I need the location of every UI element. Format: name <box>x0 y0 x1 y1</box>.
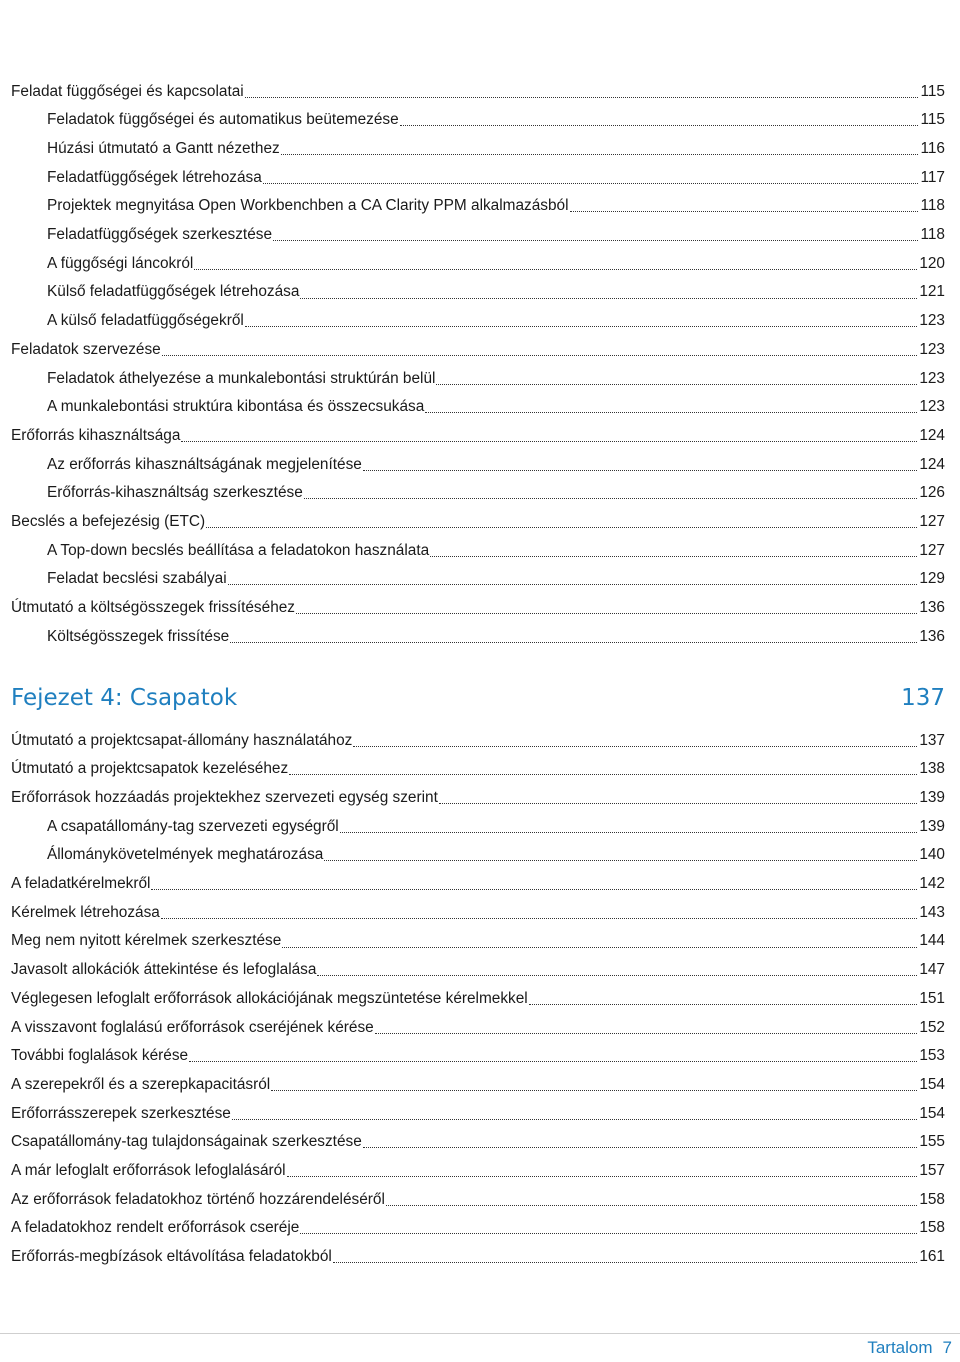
toc-dot-leader <box>162 354 918 356</box>
toc-dot-leader <box>289 773 917 775</box>
toc-entry-page-number: 154 <box>919 1075 945 1093</box>
toc-dot-leader <box>340 831 918 833</box>
toc-dot-leader <box>245 325 918 327</box>
toc-entry-page-number: 154 <box>919 1104 945 1122</box>
toc-dot-leader <box>317 974 917 976</box>
toc-entry-title: Külső feladatfüggőségek létrehozása <box>47 283 300 301</box>
toc-entry[interactable] <box>11 1042 945 1071</box>
toc-entry-title: Az erőforrások feladatokhoz történő hozzárendeléséről <box>11 1190 385 1208</box>
toc-entry[interactable] <box>11 898 945 927</box>
toc-entry[interactable] <box>11 335 945 364</box>
toc-entry-page-number: 118 <box>920 226 945 244</box>
toc-dot-leader <box>425 411 917 413</box>
footer-divider <box>0 1333 960 1334</box>
toc-entry-title: Feladat becslési szabályai <box>47 570 227 588</box>
toc-entry-title: A szerepekről és a szerepkapacitásról <box>11 1075 271 1093</box>
toc-dot-leader <box>439 802 917 804</box>
toc-entry-page-number: 117 <box>920 168 945 186</box>
toc-entry-page-number: 151 <box>919 989 945 1007</box>
toc-entry-title: Feladatfüggőségek létrehozása <box>47 168 262 186</box>
toc-dot-leader <box>436 383 917 385</box>
toc-entry-title: A külső feladatfüggőségekről <box>47 312 244 330</box>
toc-entry-title: Útmutató a projektcsapatok kezeléséhez <box>11 760 289 778</box>
toc-entry-title: Feladatok függőségei és automatikus beütemezése <box>47 111 399 129</box>
toc-entry-title: Erőforrásszerepek szerkesztése <box>11 1104 231 1122</box>
toc-entry-page-number: 127 <box>919 512 945 530</box>
toc-entry-page-number: 152 <box>919 1018 945 1036</box>
toc-entry[interactable] <box>11 364 945 393</box>
toc-entry[interactable] <box>11 755 945 784</box>
toc-dot-leader <box>281 153 919 155</box>
toc-entry-title: Csapatállomány-tag tulajdonságainak szerkesztése <box>11 1133 362 1151</box>
toc-entry[interactable] <box>11 812 945 841</box>
toc-entry-title: Erőforrások hozzáadás projektekhez szervezeti egység szerint <box>11 789 438 807</box>
toc-entry-page-number: 127 <box>919 541 945 559</box>
toc-entry[interactable] <box>11 421 945 450</box>
toc-section-chapter-4 <box>11 726 945 1271</box>
toc-entry-page-number: 123 <box>919 312 945 330</box>
toc-entry-title: Meg nem nyitott kérelmek szerkesztése <box>11 932 282 950</box>
toc-dot-leader <box>271 1089 917 1091</box>
toc-dot-leader <box>228 583 918 585</box>
toc-entry-title: A munkalebontási struktúra kibontása és összecsukása <box>47 398 425 416</box>
toc-entry-title: Erőforrás-megbízások eltávolítása feladatokból <box>11 1248 332 1266</box>
toc-dot-leader <box>324 859 917 861</box>
footer-section-label: Tartalom <box>867 1338 933 1357</box>
toc-entry-page-number: 155 <box>919 1133 945 1151</box>
toc-entry[interactable] <box>11 393 945 422</box>
toc-entry-title: Feladatok áthelyezése a munkalebontási struktúrán belül <box>47 369 436 387</box>
toc-dot-leader <box>151 888 917 890</box>
toc-dot-leader <box>363 1146 918 1148</box>
toc-entry[interactable] <box>11 106 945 135</box>
toc-entry-title: Az erőforrás kihasználtságának megjelenítése <box>47 455 362 473</box>
toc-entry-title: A már lefoglalt erőforrások lefoglalásáról <box>11 1161 286 1179</box>
toc-dot-leader <box>363 469 917 471</box>
toc-entry-page-number: 124 <box>919 455 945 473</box>
toc-entry[interactable] <box>11 726 945 755</box>
toc-entry-title: A függőségi láncokról <box>47 254 194 272</box>
toc-entry[interactable] <box>11 77 945 106</box>
toc-dot-leader <box>181 440 917 442</box>
toc-entry-page-number: 157 <box>919 1161 945 1179</box>
toc-entry-page-number: 158 <box>919 1219 945 1237</box>
toc-dot-leader <box>161 917 917 919</box>
toc-entry-title: Húzási útmutató a Gantt nézethez <box>47 140 280 158</box>
toc-entry-page-number: 115 <box>920 82 945 100</box>
toc-entry-page-number: 137 <box>919 731 945 749</box>
toc-entry-page-number: 138 <box>919 760 945 778</box>
toc-entry[interactable] <box>11 479 945 508</box>
toc-dot-leader <box>245 96 919 98</box>
toc-dot-leader <box>206 526 917 528</box>
toc-entry-page-number: 139 <box>919 789 945 807</box>
toc-entry-page-number: 126 <box>919 484 945 502</box>
toc-entry-title: Kérelmek létrehozása <box>11 903 160 921</box>
chapter-heading[interactable] <box>11 682 945 714</box>
toc-entry[interactable] <box>11 278 945 307</box>
toc-dot-leader <box>375 1032 918 1034</box>
toc-entry[interactable] <box>11 163 945 192</box>
toc-entry[interactable] <box>11 450 945 479</box>
toc-entry-title: Feladat függőségei és kapcsolatai <box>11 82 244 100</box>
toc-entry-page-number: 158 <box>919 1190 945 1208</box>
toc-entry-page-number: 118 <box>920 197 945 215</box>
toc-entry[interactable] <box>11 984 945 1013</box>
toc-entry-title: Állománykövetelmények meghatározása <box>47 846 324 864</box>
toc-entry[interactable] <box>11 869 945 898</box>
toc-entry-page-number: 124 <box>919 426 945 444</box>
toc-dot-leader <box>300 297 917 299</box>
toc-entry-page-number: 161 <box>919 1248 945 1266</box>
toc-entry[interactable] <box>11 536 945 565</box>
toc-dot-leader <box>529 1003 918 1005</box>
toc-entry[interactable] <box>11 134 945 163</box>
toc-dot-leader <box>333 1261 918 1263</box>
toc-entry-page-number: 123 <box>919 340 945 358</box>
toc-dot-leader <box>300 1232 917 1234</box>
toc-entry-page-number: 147 <box>919 961 945 979</box>
toc-entry-title: A feladatkérelmekről <box>11 875 151 893</box>
toc-entry-page-number: 142 <box>919 875 945 893</box>
toc-entry-title: Útmutató a költségösszegek frissítéséhez <box>11 599 296 617</box>
toc-entry[interactable] <box>11 1070 945 1099</box>
toc-entry[interactable] <box>11 1099 945 1128</box>
toc-entry[interactable] <box>11 956 945 985</box>
toc-entry-title: Véglegesen lefoglalt erőforrások allokációjának megszüntetése kérelmekkel <box>11 989 528 1007</box>
toc-entry-title: A feladatokhoz rendelt erőforrások cseréje <box>11 1219 300 1237</box>
toc-entry[interactable] <box>11 565 945 594</box>
toc-entry-page-number: 121 <box>919 283 945 301</box>
toc-dot-leader <box>353 745 917 747</box>
toc-entry-title: A visszavont foglalású erőforrások cseréjének kérése <box>11 1018 374 1036</box>
toc-entry[interactable] <box>11 1013 945 1042</box>
toc-dot-leader <box>287 1175 918 1177</box>
chapter-page-number: 137 <box>901 685 945 711</box>
chapter-title: Fejezet 4: Csapatok <box>11 685 238 711</box>
toc-entry-title: Projektek megnyitása Open Workbenchben a CA Clarity PPM alkalmazásból <box>47 197 569 215</box>
toc-entry[interactable] <box>11 220 945 249</box>
toc-entry[interactable] <box>11 783 945 812</box>
toc-entry[interactable] <box>11 192 945 221</box>
toc-entry[interactable] <box>11 1128 945 1157</box>
toc-entry-page-number: 136 <box>919 599 945 617</box>
toc-section-continued <box>11 77 945 651</box>
toc-entry-title: Feladatfüggőségek szerkesztése <box>47 226 273 244</box>
toc-entry-page-number: 123 <box>919 398 945 416</box>
toc-dot-leader <box>189 1060 917 1062</box>
toc-entry-title: További foglalások kérése <box>11 1047 189 1065</box>
toc-dot-leader <box>304 497 918 499</box>
toc-entry[interactable] <box>11 593 945 622</box>
toc-dot-leader <box>282 946 917 948</box>
toc-entry-page-number: 120 <box>919 254 945 272</box>
toc-entry-title: Javasolt allokációk áttekintése és lefoglalása <box>11 961 317 979</box>
toc-entry-title: Útmutató a projektcsapat-állomány használatához <box>11 731 353 749</box>
toc-dot-leader <box>232 1118 917 1120</box>
toc-entry-title: Költségösszegek frissítése <box>47 627 230 645</box>
toc-dot-leader <box>430 555 917 557</box>
toc-dot-leader <box>400 124 919 126</box>
toc-entry-page-number: 129 <box>919 570 945 588</box>
toc-dot-leader <box>194 268 917 270</box>
toc-entry-page-number: 123 <box>919 369 945 387</box>
toc-entry-title: Becslés a befejezésig (ETC) <box>11 512 206 530</box>
toc-entry-page-number: 144 <box>919 932 945 950</box>
toc-dot-leader <box>296 612 917 614</box>
footer-page-number: 7 <box>942 1338 952 1357</box>
toc-dot-leader <box>273 239 918 241</box>
toc-entry[interactable] <box>11 622 945 651</box>
toc-entry-title: Erőforrás-kihasználtság szerkesztése <box>47 484 303 502</box>
toc-entry-page-number: 115 <box>920 111 945 129</box>
toc-entry-page-number: 140 <box>919 846 945 864</box>
toc-dot-leader <box>386 1204 917 1206</box>
toc-entry[interactable] <box>11 307 945 336</box>
toc-dot-leader <box>263 182 919 184</box>
toc-entry[interactable] <box>11 1214 945 1243</box>
toc-dot-leader <box>230 641 917 643</box>
toc-entry-title: Feladatok szervezése <box>11 340 161 358</box>
toc-entry[interactable] <box>11 507 945 536</box>
page-footer <box>867 1338 952 1358</box>
toc-entry[interactable] <box>11 1156 945 1185</box>
toc-entry-title: A csapatállomány-tag szervezeti egységről <box>47 817 339 835</box>
toc-entry-page-number: 143 <box>919 903 945 921</box>
toc-entry[interactable] <box>11 249 945 278</box>
toc-dot-leader <box>570 210 919 212</box>
toc-entry-page-number: 136 <box>919 627 945 645</box>
toc-entry-page-number: 153 <box>919 1047 945 1065</box>
toc-entry[interactable] <box>11 841 945 870</box>
toc-entry-page-number: 116 <box>920 140 945 158</box>
toc-entry-page-number: 139 <box>919 817 945 835</box>
toc-entry-title: Erőforrás kihasználtsága <box>11 426 181 444</box>
toc-entry[interactable] <box>11 927 945 956</box>
toc-entry[interactable] <box>11 1242 945 1271</box>
toc-entry[interactable] <box>11 1185 945 1214</box>
toc-entry-title: A Top-down becslés beállítása a feladatokon használata <box>47 541 430 559</box>
